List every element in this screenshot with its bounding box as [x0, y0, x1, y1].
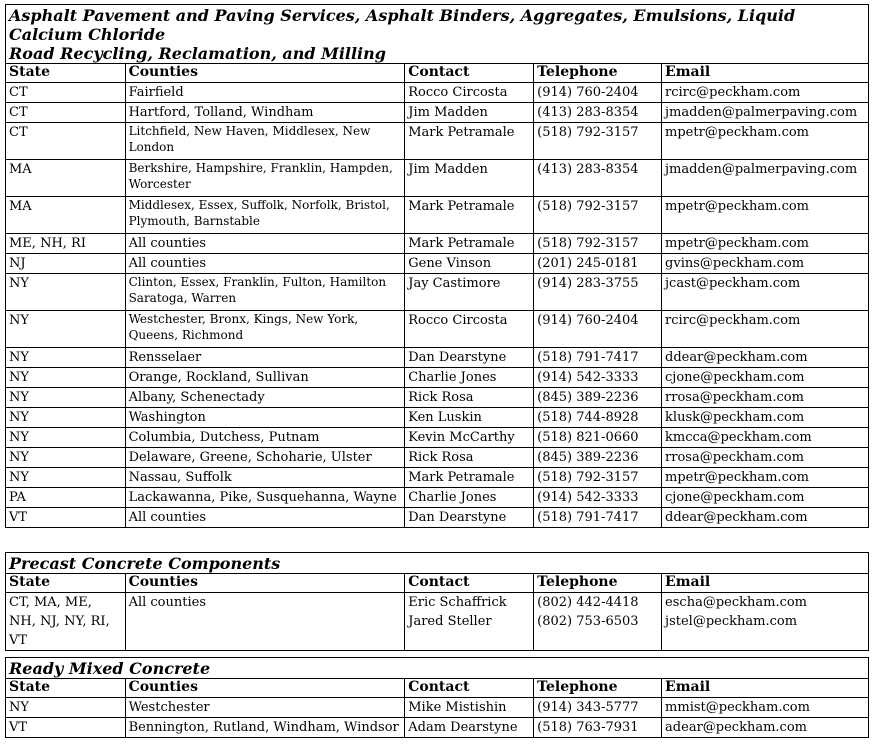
- section-title-line: Ready Mixed Concrete: [9, 659, 211, 678]
- section-title: [6, 5, 869, 64]
- cell-contact: Charlie Jones: [405, 368, 534, 388]
- section-title-line: Asphalt Pavement and Paving Services, Asphalt Binders, Aggregates, Emulsions, Liquid Calcium Chloride: [9, 6, 796, 44]
- cell-email: mmist@peckham.com: [662, 698, 869, 718]
- table-row: [6, 428, 869, 448]
- header-contact: Contact: [405, 64, 534, 83]
- header-contact: Contact: [405, 574, 534, 593]
- cell-counties: Orange, Rockland, Sullivan: [125, 368, 405, 388]
- telephone-number: (802) 442-4418: [537, 595, 639, 610]
- table-row: [6, 274, 869, 311]
- cell-telephone: (413) 283-8354: [534, 103, 662, 123]
- cell-telephone: (914) 542-3333: [534, 488, 662, 508]
- email-address: escha@peckham.com: [665, 595, 808, 610]
- cell-counties: All counties: [125, 508, 405, 528]
- cell-contact: Rick Rosa: [405, 448, 534, 468]
- cell-telephone: (518) 791-7417: [534, 348, 662, 368]
- table-row: [6, 348, 869, 368]
- table-row: [6, 408, 869, 428]
- cell-contact: Charlie Jones: [405, 488, 534, 508]
- cell-email: klusk@peckham.com: [662, 408, 869, 428]
- cell-counties: Albany, Schenectady: [125, 388, 405, 408]
- table-row: [6, 593, 869, 651]
- cell-contact: Jim Madden: [405, 160, 534, 197]
- table-row: [6, 698, 869, 718]
- cell-counties: Berkshire, Hampshire, Franklin, Hampden, Worcester: [125, 160, 405, 197]
- cell-telephone: (914) 542-3333: [534, 368, 662, 388]
- cell-telephone: (518) 792-3157: [534, 234, 662, 254]
- email-address: jstel@peckham.com: [665, 614, 798, 629]
- cell-telephone: (518) 792-3157: [534, 197, 662, 234]
- ready-mixed-table: [5, 657, 869, 738]
- cell-contact: Adam Dearstyne: [405, 718, 534, 738]
- table-row: [6, 388, 869, 408]
- section-title-line: Precast Concrete Components: [9, 554, 281, 573]
- cell-telephone: (914) 760-2404: [534, 83, 662, 103]
- cell-counties: Litchfield, New Haven, Middlesex, New London: [125, 123, 405, 160]
- section-title: [6, 658, 869, 679]
- table-row: [6, 103, 869, 123]
- table-row: [6, 468, 869, 488]
- cell-state: MA: [6, 197, 126, 234]
- cell-email: [662, 593, 869, 651]
- cell-contact: Mike Mistishin: [405, 698, 534, 718]
- table-row: [6, 448, 869, 468]
- cell-state: NY: [6, 368, 126, 388]
- cell-email: ddear@peckham.com: [662, 508, 869, 528]
- cell-state: ME, NH, RI: [6, 234, 126, 254]
- cell-state: NY: [6, 698, 126, 718]
- cell-counties: Washington: [125, 408, 405, 428]
- cell-counties: All counties: [125, 593, 405, 651]
- cell-contact: Rocco Circosta: [405, 83, 534, 103]
- cell-contact: Dan Dearstyne: [405, 508, 534, 528]
- cell-state: NY: [6, 274, 126, 311]
- header-email: Email: [662, 679, 869, 698]
- cell-email: gvins@peckham.com: [662, 254, 869, 274]
- cell-email: mpetr@peckham.com: [662, 123, 869, 160]
- cell-state: NJ: [6, 254, 126, 274]
- table-row: [6, 254, 869, 274]
- cell-contact: Mark Petramale: [405, 468, 534, 488]
- cell-state: NY: [6, 408, 126, 428]
- cell-state: CT: [6, 123, 126, 160]
- cell-contact: Ken Luskin: [405, 408, 534, 428]
- cell-state: CT, MA, ME, NH, NJ, NY, RI, VT: [6, 593, 126, 651]
- cell-email: rrosa@peckham.com: [662, 388, 869, 408]
- cell-email: mpetr@peckham.com: [662, 234, 869, 254]
- cell-state: NY: [6, 428, 126, 448]
- header-email: Email: [662, 64, 869, 83]
- cell-telephone: (518) 821-0660: [534, 428, 662, 448]
- cell-contact: Jay Castimore: [405, 274, 534, 311]
- cell-contact: [405, 593, 534, 651]
- cell-email: cjone@peckham.com: [662, 368, 869, 388]
- cell-counties: All counties: [125, 254, 405, 274]
- cell-email: rcirc@peckham.com: [662, 83, 869, 103]
- cell-counties: Rensselaer: [125, 348, 405, 368]
- cell-state: NY: [6, 468, 126, 488]
- cell-email: mpetr@peckham.com: [662, 468, 869, 488]
- header-telephone: Telephone: [534, 679, 662, 698]
- header-email: Email: [662, 574, 869, 593]
- cell-telephone: (413) 283-8354: [534, 160, 662, 197]
- cell-telephone: (518) 792-3157: [534, 468, 662, 488]
- cell-state: NY: [6, 348, 126, 368]
- cell-email: kmcca@peckham.com: [662, 428, 869, 448]
- header-state: State: [6, 574, 126, 593]
- header-telephone: Telephone: [534, 574, 662, 593]
- section-title-line: Road Recycling, Reclamation, and Milling: [9, 44, 386, 63]
- cell-contact: Mark Petramale: [405, 234, 534, 254]
- table-row: [6, 718, 869, 738]
- table-row: [6, 508, 869, 528]
- cell-email: rcirc@peckham.com: [662, 311, 869, 348]
- cell-contact: Rick Rosa: [405, 388, 534, 408]
- cell-email: jcast@peckham.com: [662, 274, 869, 311]
- cell-state: CT: [6, 83, 126, 103]
- cell-counties: Fairfield: [125, 83, 405, 103]
- table-row: [6, 311, 869, 348]
- asphalt-rows: [6, 83, 869, 528]
- cell-counties: Middlesex, Essex, Suffolk, Norfolk, Bristol, Plymouth, Barnstable: [125, 197, 405, 234]
- cell-state: CT: [6, 103, 126, 123]
- asphalt-table: [5, 4, 869, 528]
- cell-counties: Hartford, Tolland, Windham: [125, 103, 405, 123]
- table-row: [6, 234, 869, 254]
- header-contact: Contact: [405, 679, 534, 698]
- cell-state: NY: [6, 388, 126, 408]
- cell-telephone: (518) 744-8928: [534, 408, 662, 428]
- cell-telephone: (518) 791-7417: [534, 508, 662, 528]
- cell-email: ddear@peckham.com: [662, 348, 869, 368]
- cell-counties: Nassau, Suffolk: [125, 468, 405, 488]
- table-row: [6, 197, 869, 234]
- cell-email: rrosa@peckham.com: [662, 448, 869, 468]
- cell-state: VT: [6, 718, 126, 738]
- cell-contact: Rocco Circosta: [405, 311, 534, 348]
- cell-counties: Delaware, Greene, Schoharie, Ulster: [125, 448, 405, 468]
- header-state: State: [6, 64, 126, 83]
- cell-state: NY: [6, 311, 126, 348]
- header-counties: Counties: [125, 679, 405, 698]
- cell-counties: All counties: [125, 234, 405, 254]
- cell-state: MA: [6, 160, 126, 197]
- cell-counties: Westchester: [125, 698, 405, 718]
- cell-email: mpetr@peckham.com: [662, 197, 869, 234]
- cell-contact: Jim Madden: [405, 103, 534, 123]
- cell-email: jmadden@palmerpaving.com: [662, 160, 869, 197]
- cell-contact: Mark Petramale: [405, 123, 534, 160]
- contact-name: Jared Steller: [408, 614, 492, 629]
- cell-counties: Columbia, Dutchess, Putnam: [125, 428, 405, 448]
- cell-counties: Clinton, Essex, Franklin, Fulton, Hamilton Saratoga, Warren: [125, 274, 405, 311]
- cell-telephone: (845) 389-2236: [534, 388, 662, 408]
- cell-telephone: [534, 593, 662, 651]
- cell-state: PA: [6, 488, 126, 508]
- header-telephone: Telephone: [534, 64, 662, 83]
- section-title: [6, 553, 869, 574]
- header-counties: Counties: [125, 64, 405, 83]
- cell-counties: Bennington, Rutland, Windham, Windsor: [125, 718, 405, 738]
- table-row: [6, 123, 869, 160]
- telephone-number: (802) 753-6503: [537, 614, 639, 629]
- ready-mixed-rows: [6, 698, 869, 738]
- cell-email: adear@peckham.com: [662, 718, 869, 738]
- table-row: [6, 160, 869, 197]
- cell-email: jmadden@palmerpaving.com: [662, 103, 869, 123]
- table-row: [6, 488, 869, 508]
- cell-counties: Westchester, Bronx, Kings, New York, Queens, Richmond: [125, 311, 405, 348]
- cell-telephone: (914) 760-2404: [534, 311, 662, 348]
- cell-counties: Lackawanna, Pike, Susquehanna, Wayne: [125, 488, 405, 508]
- table-row: [6, 368, 869, 388]
- cell-state: NY: [6, 448, 126, 468]
- cell-contact: Mark Petramale: [405, 197, 534, 234]
- header-counties: Counties: [125, 574, 405, 593]
- cell-telephone: (914) 343-5777: [534, 698, 662, 718]
- cell-telephone: (201) 245-0181: [534, 254, 662, 274]
- header-state: State: [6, 679, 126, 698]
- cell-contact: Gene Vinson: [405, 254, 534, 274]
- cell-telephone: (845) 389-2236: [534, 448, 662, 468]
- table-row: [6, 83, 869, 103]
- cell-contact: Kevin McCarthy: [405, 428, 534, 448]
- cell-email: cjone@peckham.com: [662, 488, 869, 508]
- contact-name: Eric Schaffrick: [408, 595, 507, 610]
- cell-telephone: (914) 283-3755: [534, 274, 662, 311]
- cell-telephone: (518) 763-7931: [534, 718, 662, 738]
- precast-table: [5, 552, 869, 651]
- cell-telephone: (518) 792-3157: [534, 123, 662, 160]
- cell-contact: Dan Dearstyne: [405, 348, 534, 368]
- cell-state: VT: [6, 508, 126, 528]
